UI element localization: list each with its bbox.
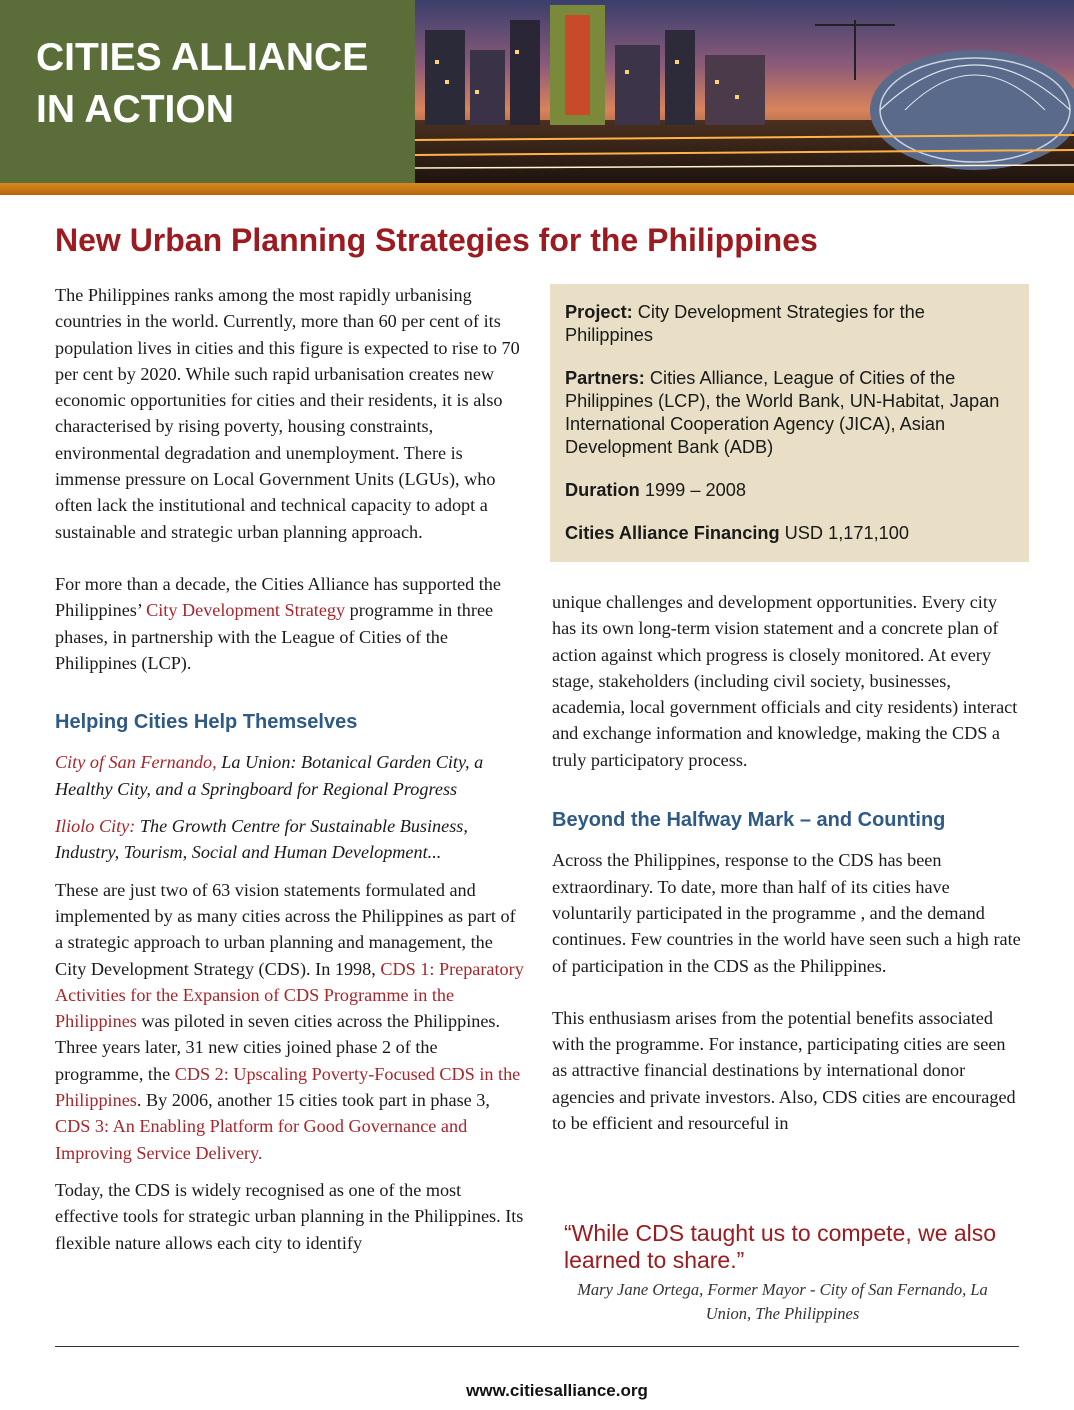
cds1-link[interactable]: CDS 1: Preparatory Activities for the Expansion of CDS Programme in the Philippines <box>55 958 524 1032</box>
partners-line: Partners: Cities Alliance, League of Cities of the Philippines (LCP), the World Bank, UN-Habitat, Japan International Cooperation Agency (JICA), Asian Development Bank (ADB) <box>565 368 1000 457</box>
section-heading-halfway-mark: Beyond the Halfway Mark – and Counting <box>552 809 946 832</box>
cds2-link[interactable]: CDS 2: Upscaling Poverty-Focused CDS in the Philippines <box>55 1063 521 1111</box>
cds3-link[interactable]: CDS 3: An Enabling Platform for Good Governance and Improving Service Delivery. <box>55 1116 468 1163</box>
right-column <box>552 589 1022 1136</box>
left-column <box>55 282 525 1256</box>
financing-line: Cities Alliance Financing USD 1,171,100 <box>565 523 910 543</box>
vision-statement-san-fernando: City of San Fernando, La Union: Botanical Garden City, a Healthy City, and a Springboard for Regional Progress <box>55 752 484 799</box>
section-heading-helping-cities: Helping Cities Help Themselves <box>55 711 358 734</box>
project-info-box <box>550 284 1029 562</box>
vision-statement-iloilo: Iliolo City: The Growth Centre for Sustainable Business, Industry, Tourism, Social and Human Development... <box>55 816 468 863</box>
quote-attribution: Mary Jane Ortega, Former Mayor - City of San Fernando, La Union, The Philippines <box>577 1280 988 1323</box>
duration-line: Duration 1999 – 2008 <box>565 480 746 500</box>
header-title: CITIES ALLIANCE IN ACTION <box>36 36 369 131</box>
cds-response-paragraph: Across the Philippines, response to the CDS has been extraordinary. To date, more than half of its cities have voluntarily participated in the programme , and the demand continues. Few countries in the world have seen such a high rate of participation in the CDS as the Philippines. <box>552 850 1021 976</box>
cds-participatory-paragraph: unique challenges and development opportunities. Every city has its own long-term vision statement and a concrete plan of action against which progress is closely monitored. At every stage, stakeholders (including civil society, businesses, academia, local government officials and city residents) interact and exchange information and knowledge, making the CDS a truly participatory process. <box>552 592 1018 770</box>
cds-benefits-paragraph: This enthusiasm arises from the potential benefits associated with the programme. For instance, participating cities are seen as attractive financial destinations by international donor agencies and private investors. Also, CDS cities are encouraged to be efficient and resourceful in <box>552 1007 1016 1134</box>
intro-paragraph: The Philippines ranks among the most rapidly urbanising countries in the world. Currently, more than 60 per cent of its population lives in cities and this figure is expected to rise to 70 per cent by 2020. While such rapid urbanisation creates new economic opportunities for cities and their residents, it is also characterised by rising poverty, housing constraints, environmental degradation and unemployment. There is immense pressure on Local Government Units (LGUs), who often lack the institutional and technical capacity to adopt a sustainable and strategic urban planning approach. <box>55 285 520 542</box>
iloilo-link[interactable]: Iliolo City: <box>55 816 136 837</box>
footer-website-link[interactable]: www.citiesalliance.org <box>466 1381 648 1400</box>
pull-quote: “While CDS taught us to compete, we also learned to share.” <box>564 1220 997 1273</box>
cds-intro-paragraph: For more than a decade, the Cities Alliance has supported the Philippines’ City Development Strategy programme in three phases, in partnership with the League of Cities of the Philippines (LCP). <box>55 573 501 673</box>
cds-recognition-paragraph: Today, the CDS is widely recognised as one of the most effective tools for strategic urban planning in the Philippines. Its flexible nature allows each city to identify <box>55 1179 524 1253</box>
project-line: Project: City Development Strategies for the Philippines <box>565 302 925 345</box>
cds-phases-paragraph: These are just two of 63 vision statements formulated and implemented by as many cities across the Philippines as part of a strategic approach to urban planning and management, the City Development Strategy (CDS). In 1998, CDS 1: Preparatory Activities for the Expansion of CDS Programme in the Philippines was piloted in seven cities across the Philippines. Three years later, 31 new cities joined phase 2 of the programme, the CDS 2: Upscaling Poverty-Focused CDS in the Philippines. By 2006, another 15 cities took part in phase 3, CDS 3: An Enabling Platform for Good Governance and Improving Service Delivery. <box>55 879 524 1163</box>
san-fernando-link[interactable]: City of San Fernando, <box>55 752 217 773</box>
article-title: New Urban Planning Strategies for the Philippines <box>55 222 818 258</box>
cds-programme-link[interactable]: City Development Strategy <box>146 600 346 621</box>
page-header <box>0 0 1074 195</box>
header-title-panel <box>0 0 415 183</box>
footer-divider <box>55 1346 1019 1347</box>
header-city-photo <box>415 0 1074 183</box>
header-orange-band <box>0 183 1074 195</box>
